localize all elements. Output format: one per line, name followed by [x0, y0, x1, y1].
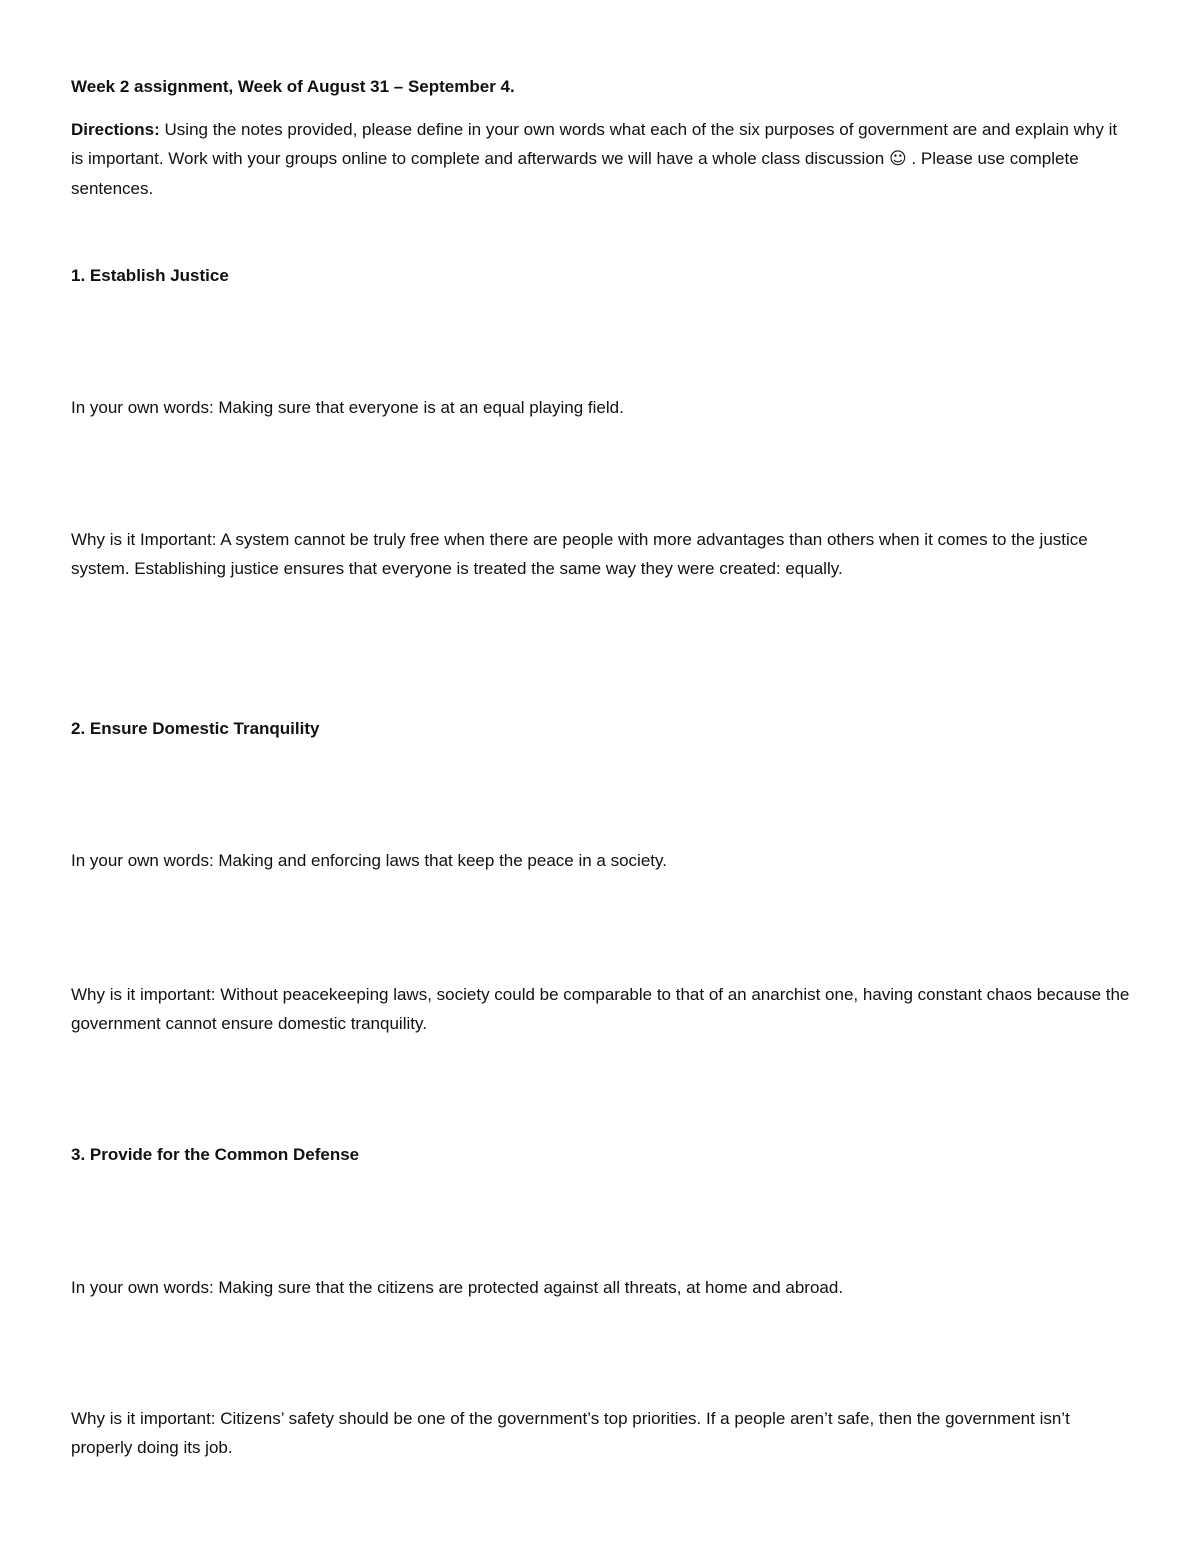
assignment-title: Week 2 assignment, Week of August 31 – September 4.	[71, 77, 515, 96]
section-2-own-words: In your own words: Making and enforcing laws that keep the peace in a society.	[71, 851, 667, 870]
directions-paragraph	[71, 115, 1131, 203]
section-3-own-words: In your own words: Making sure that the citizens are protected against all threats, at home and abroad.	[71, 1278, 844, 1297]
section-1-heading: 1. Establish Justice	[71, 266, 229, 285]
directions-text-1: Using the notes provided, please define in your own words what each of the six purposes of government are and explain why it is important. Work with your groups online to complete and afterwards we will have a whole class discussion	[71, 120, 1118, 168]
directions-label: Directions:	[71, 120, 160, 139]
section-2-importance: Why is it important: Without peacekeeping laws, society could be comparable to that of an anarchist one, having constant chaos because the government cannot ensure domestic tranquility.	[71, 985, 1130, 1033]
section-3-heading: 3. Provide for the Common Defense	[71, 1145, 360, 1164]
section-2-heading: 2. Ensure Domestic Tranquility	[71, 719, 320, 738]
section-3-importance: Why is it important: Citizens’ safety should be one of the government’s top priorities. If a people aren’t safe, then the government isn’t properly doing its job.	[71, 1409, 1070, 1457]
smiley-icon: ☺	[888, 149, 907, 169]
directions-text-2: . Please use complete sentences.	[71, 149, 1079, 198]
section-1-own-words: In your own words: Making sure that everyone is at an equal playing field.	[71, 398, 624, 417]
section-1-importance: Why is it Important: A system cannot be truly free when there are people with more advantages than others when it comes to the justice system. Establishing justice ensures that everyone is treated the same way they were created: equally.	[71, 530, 1088, 578]
